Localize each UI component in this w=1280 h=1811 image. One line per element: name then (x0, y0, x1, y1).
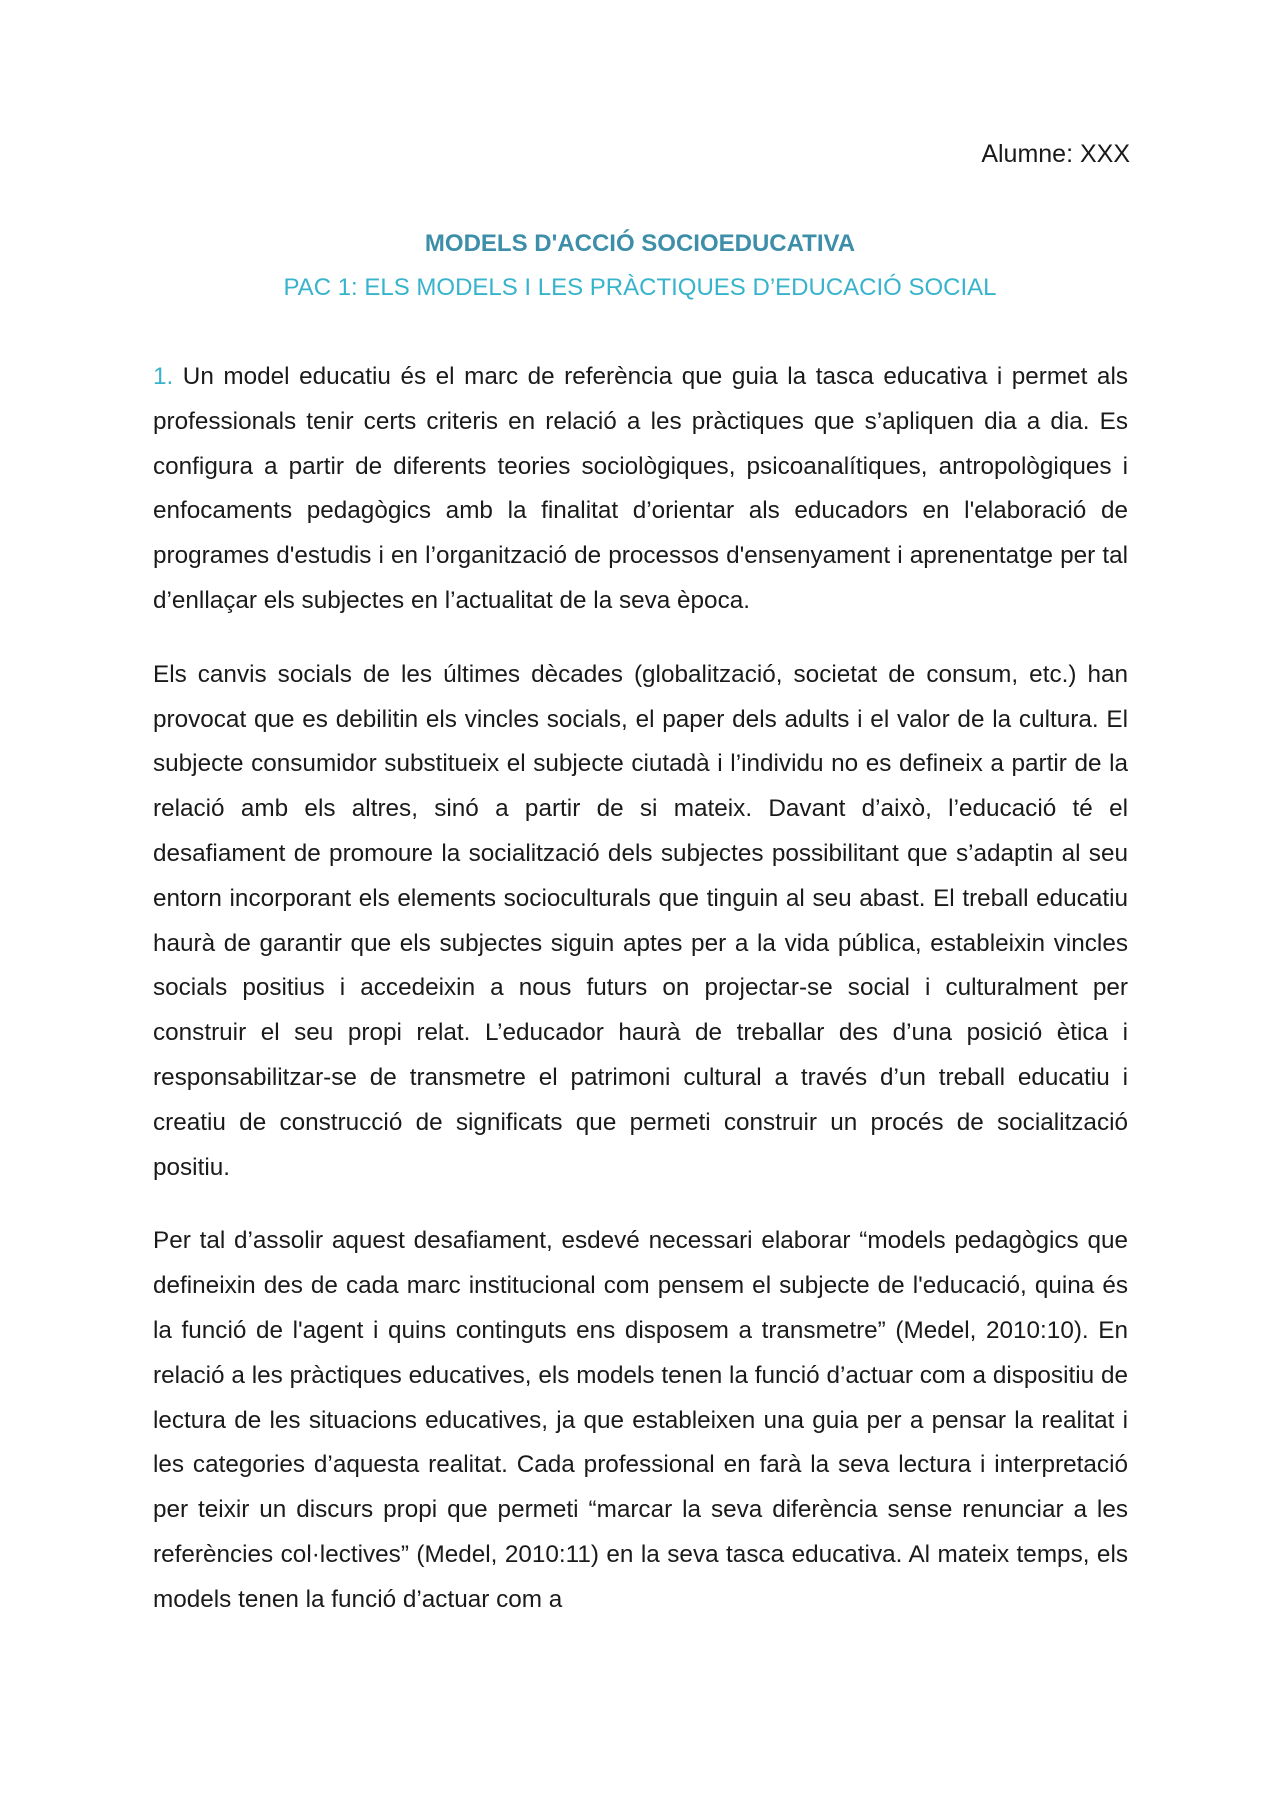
paragraph-2: Els canvis socials de les últimes dècades (globalització, societat de consum, etc.) han provocat que es debilitin els vincles socials, el paper dels adults i el valor de la cultura. El subjecte consumidor substitueix el subjecte ciutadà i l’individu no es defineix a partir de la relació amb els altres, sinó a partir de si mateix. Davant d’això, l’educació té el desafiament de promoure la socialització dels subjectes possibilitant que s’adaptin al seu entorn incorporant els elements socioculturals que tinguin al seu abast. El treball educatiu haurà de garantir que els subjectes siguin aptes per a la vida pública, estableixin vincles socials positius i accedeixin a nous futurs on projectar-se social i culturalment per construir el seu propi relat. L’educador haurà de treballar des d’una posició ètica i responsabilitzar-se de transmetre el patrimoni cultural a través d’un treball educatiu i creatiu de construcció de significats que permeti construir un procés de socialització positiu. (153, 660, 1128, 1181)
student-label: Alumne: XXX (981, 140, 1130, 168)
paragraph-1 (153, 355, 1128, 624)
document-subtitle: PAC 1: ELS MODELS I LES PRÀCTIQUES D’EDUCACIÓ SOCIAL (283, 274, 997, 301)
document-title: MODELS D'ACCIÓ SOCIOEDUCATIVA (424, 230, 856, 257)
question-number: 1. (153, 363, 174, 390)
paragraph-1-text: Un model educatiu és el marc de referència que guia la tasca educativa i permet als professionals tenir certs criteris en relació a les pràctiques que s’apliquen dia a dia. Es configura a partir de diferents teories sociològiques, psicoanalítiques, antropològiques i enfocaments pedagògics amb la finalitat d’orientar als educadors en l'elaboració de programes d'estudis i en l’organització de processos d'ensenyament i aprenentatge per tal d’enllaçar els subjectes en l’actualitat de la seva època. (153, 363, 1128, 614)
document-body (153, 355, 1128, 1623)
paragraph-3: Per tal d’assolir aquest desafiament, esdevé necessari elaborar “models pedagògics que defineixin des de cada marc institucional com pensem el subjecte de l'educació, quina és la funció de l'agent i quins continguts ens disposem a transmetre” (Medel, 2010:10). En relació a les pràctiques educatives, els models tenen la funció d’actuar com a dispositiu de lectura de les situacions educatives, ja que estableixen una guia per a pensar la realitat i les categories d’aquesta realitat. Cada professional en farà la seva lectura i interpretació per teixir un discurs propi que permeti “marcar la seva diferència sense renunciar a les referències col·lectives” (Medel, 2010:11) en la seva tasca educativa. Al mateix temps, els models tenen la funció d’actuar com a (153, 1227, 1128, 1613)
